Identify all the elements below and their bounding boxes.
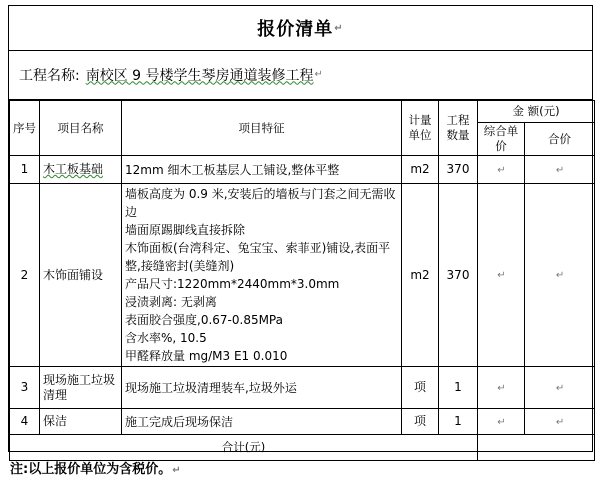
tax-note [10, 458, 181, 477]
row-seq: 4 [10, 409, 40, 435]
feature-line: 木饰面板(台湾科定、兔宝宝、索菲亚)铺设,表面平整,接缝密封(美缝剂) [125, 241, 391, 273]
row-seq: 2 [10, 184, 40, 367]
paragraph-mark-icon: ↵ [555, 270, 565, 281]
feature-line: 产品尺寸:1220mm*2440mm*3.0mm [125, 277, 340, 291]
feature-line: 浸渍剥离: 无剥离 [125, 295, 217, 309]
row-qty: 1 [439, 409, 478, 435]
quotation-sheet [8, 5, 593, 452]
paragraph-mark-icon: ↵ [555, 382, 565, 394]
paragraph-mark-icon: ↵ [314, 69, 323, 80]
row-qty: 370 [439, 156, 478, 184]
note-text: 注:以上报价单位为含税价。 [10, 462, 172, 477]
feature-line: 含水率%, 10.5 [125, 331, 207, 345]
header-total-price: 合价 [525, 123, 595, 156]
table-row [10, 156, 595, 184]
row-name: 木饰面铺设 [40, 184, 122, 367]
row-qty: 1 [439, 367, 478, 409]
header-item-name: 项目名称 [40, 101, 122, 156]
row-seq: 1 [10, 156, 40, 184]
row-unit: 项 [402, 409, 439, 435]
paragraph-mark-icon: ↵ [497, 270, 506, 281]
row-unit-price [478, 156, 525, 184]
project-name: 南校区 9 号楼学生琴房通道装修工程 [85, 67, 314, 84]
row-name [40, 156, 122, 184]
row-total-price [525, 367, 595, 409]
row-unit: m2 [402, 156, 439, 184]
row-feature [122, 367, 402, 409]
document-title [9, 6, 592, 51]
row-total-price [525, 156, 595, 184]
paragraph-mark-icon: ↵ [497, 416, 506, 428]
table-row [10, 409, 595, 435]
header-row-1 [10, 101, 595, 123]
row-feature [122, 156, 402, 184]
header-seq: 序号 [10, 101, 40, 156]
total-label: 合计(元) [10, 435, 478, 461]
row-unit-price [478, 409, 525, 435]
paragraph-mark-icon: ↵ [555, 416, 565, 428]
quotation-table [9, 100, 592, 461]
paragraph-mark-icon: ↵ [334, 22, 344, 34]
row-unit: 项 [402, 367, 439, 409]
feature-line: 墙板高度为 0.9 米,安装后的墙板与门套之间无需收边 [125, 187, 396, 219]
total-value [478, 435, 595, 461]
paragraph-mark-icon: ↵ [497, 164, 506, 176]
header-feature: 项目特征 [122, 101, 402, 156]
row-qty: 370 [439, 184, 478, 367]
row-total-price [525, 409, 595, 435]
feature-line: 现场施工垃圾清理装车,垃圾外运 [125, 380, 297, 395]
row-unit: m2 [402, 184, 439, 367]
project-line [9, 50, 592, 100]
feature-line: 表面胶合强度,0.67-0.85MPa [125, 313, 283, 327]
paragraph-mark-icon: ↵ [172, 465, 181, 476]
row-seq: 3 [10, 367, 40, 409]
table-row [10, 367, 595, 409]
header-qty: 工程数量 [439, 101, 478, 156]
row-feature [122, 409, 402, 435]
paragraph-mark-icon: ↵ [497, 382, 506, 394]
header-amount: 金 额(元) [478, 101, 595, 123]
header-unit: 计量单位 [402, 101, 439, 156]
header-unit-price: 综合单价 [478, 123, 525, 156]
row-name: 现场施工垃圾清理 [40, 367, 122, 409]
feature-line: 施工完成后现场保洁 [125, 414, 234, 429]
row-name-text: 木工板基础 [43, 162, 104, 176]
feature-line: 甲醛释放量 mg/M3 E1 0.010 [125, 349, 288, 363]
row-unit-price [478, 367, 525, 409]
title-text: 报价清单 [257, 19, 334, 40]
table-row [10, 184, 595, 367]
feature-line: 12mm 细木工板基层人工铺设,整体平整 [125, 162, 340, 177]
row-unit-price [478, 184, 525, 367]
total-row [10, 435, 595, 461]
feature-line: 墙面原踢脚线直接拆除 [125, 223, 246, 237]
row-total-price [525, 184, 595, 367]
project-label: 工程名称: [19, 67, 80, 84]
row-feature [122, 184, 402, 367]
row-name: 保洁 [40, 409, 122, 435]
paragraph-mark-icon: ↵ [555, 164, 565, 176]
